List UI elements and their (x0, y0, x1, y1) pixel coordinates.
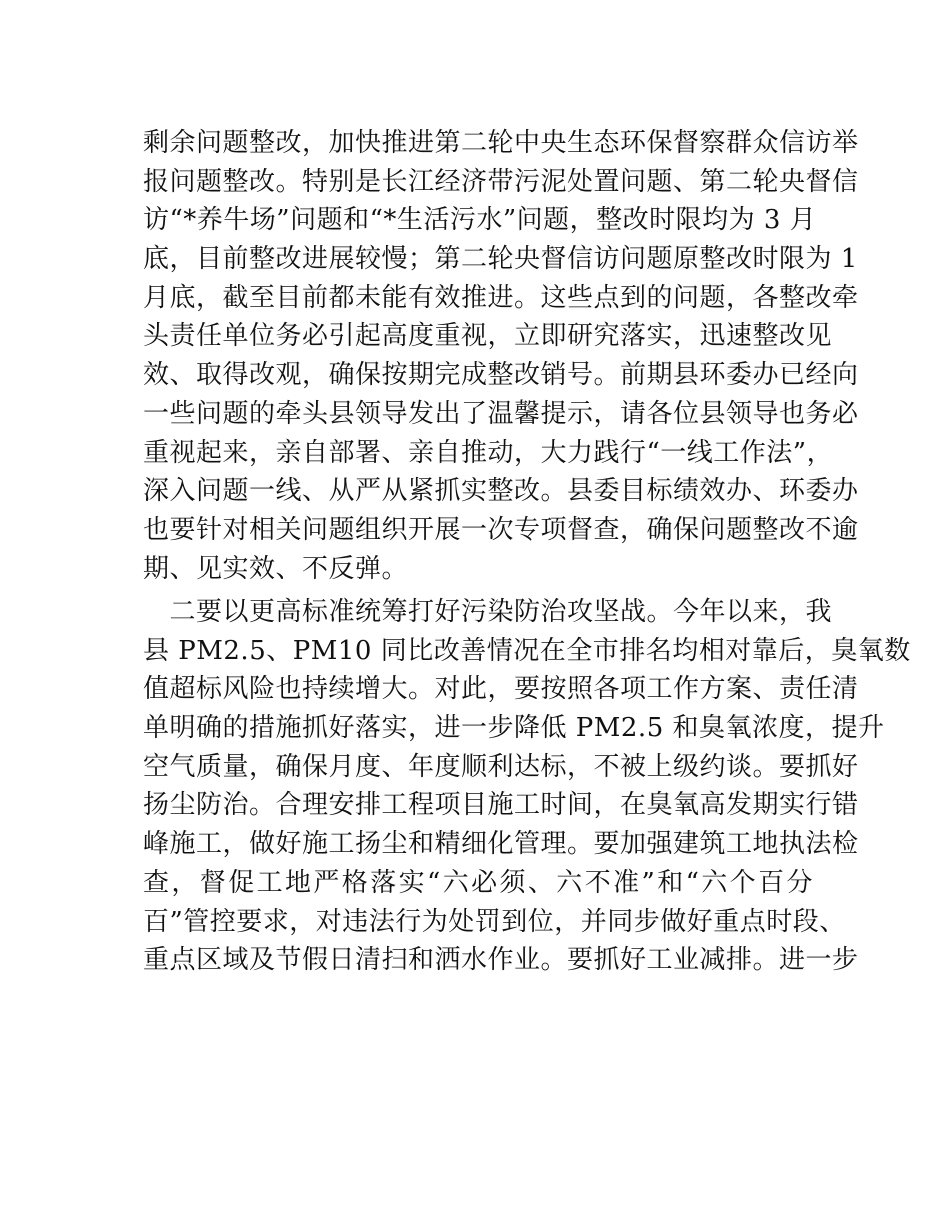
paragraph-line: 县 PM2.5、PM10 同比改善情况在全市排名均相对靠后，臭氧数 (143, 635, 911, 666)
paragraph-line: 期、见实效、不反弹。 (143, 553, 409, 584)
paragraph-line: 单明确的措施抓好落实，进一步降低 PM2.5 和臭氧浓度，提升 (143, 713, 885, 744)
paragraph-line: 空气质量，确保月度、年度顺利达标，不被上级约谈。要抓好 (143, 751, 859, 782)
paragraph-line: 二要以更高标准统筹打好污染防治攻坚战。今年以来，我 (143, 597, 833, 627)
paragraph-line: 重点区域及节假日清扫和洒水作业。要抓好工业减排。进一步 (143, 945, 859, 976)
paragraph-1 (143, 124, 859, 588)
paragraph-line: 重视起来，亲自部署、亲自推动，大力践行“一线工作法”， (143, 437, 834, 468)
paragraph-line: 底，目前整改进展较慢；第二轮央督信访问题原整改时限为 1 (143, 244, 858, 275)
paragraph-line: 访“*养牛场”问题和“*生活污水”问题，整改时限均为 3 月 (143, 205, 817, 236)
paragraph-line: 值超标风险也持续增大。对此，要按照各项工作方案、责任清 (143, 674, 859, 705)
paragraph-line: 剩余问题整改，加快推进第二轮中央生态环保督察群众信访举 (143, 128, 859, 158)
paragraph-line: 一些问题的牵头县领导发出了温馨提示，请各位县领导也务必 (143, 398, 859, 429)
paragraph-2 (143, 593, 911, 980)
paragraph-line: 深入问题一线、从严从紧抓实整改。县委目标绩效办、环委办 (143, 476, 859, 507)
paragraph-line: 效、取得改观，确保按期完成整改销号。前期县环委办已经向 (143, 360, 859, 391)
paragraph-line: 报问题整改。特别是长江经济带污泥处置问题、第二轮央督信 (143, 166, 859, 197)
paragraph-line: 头责任单位务必引起高度重视，立即研究落实，迅速整改见 (143, 321, 833, 352)
paragraph-line: 峰施工，做好施工扬尘和精细化管理。要加强建筑工地执法检 (143, 829, 859, 860)
paragraph-line: 百”管控要求，对违法行为处罚到位，并同步做好重点时段、 (143, 906, 846, 937)
paragraph-line: 查，督促工地严格落实“六必须、六不准”和“六个百分 (143, 867, 813, 898)
paragraph-line: 扬尘防治。合理安排工程项目施工时间，在臭氧高发期实行错 (143, 790, 859, 821)
paragraph-line: 也要针对相关问题组织开展一次专项督查，确保问题整改不逾 (143, 514, 859, 545)
paragraph-line: 月底，截至目前都未能有效推进。这些点到的问题，各整改牵 (143, 282, 859, 313)
